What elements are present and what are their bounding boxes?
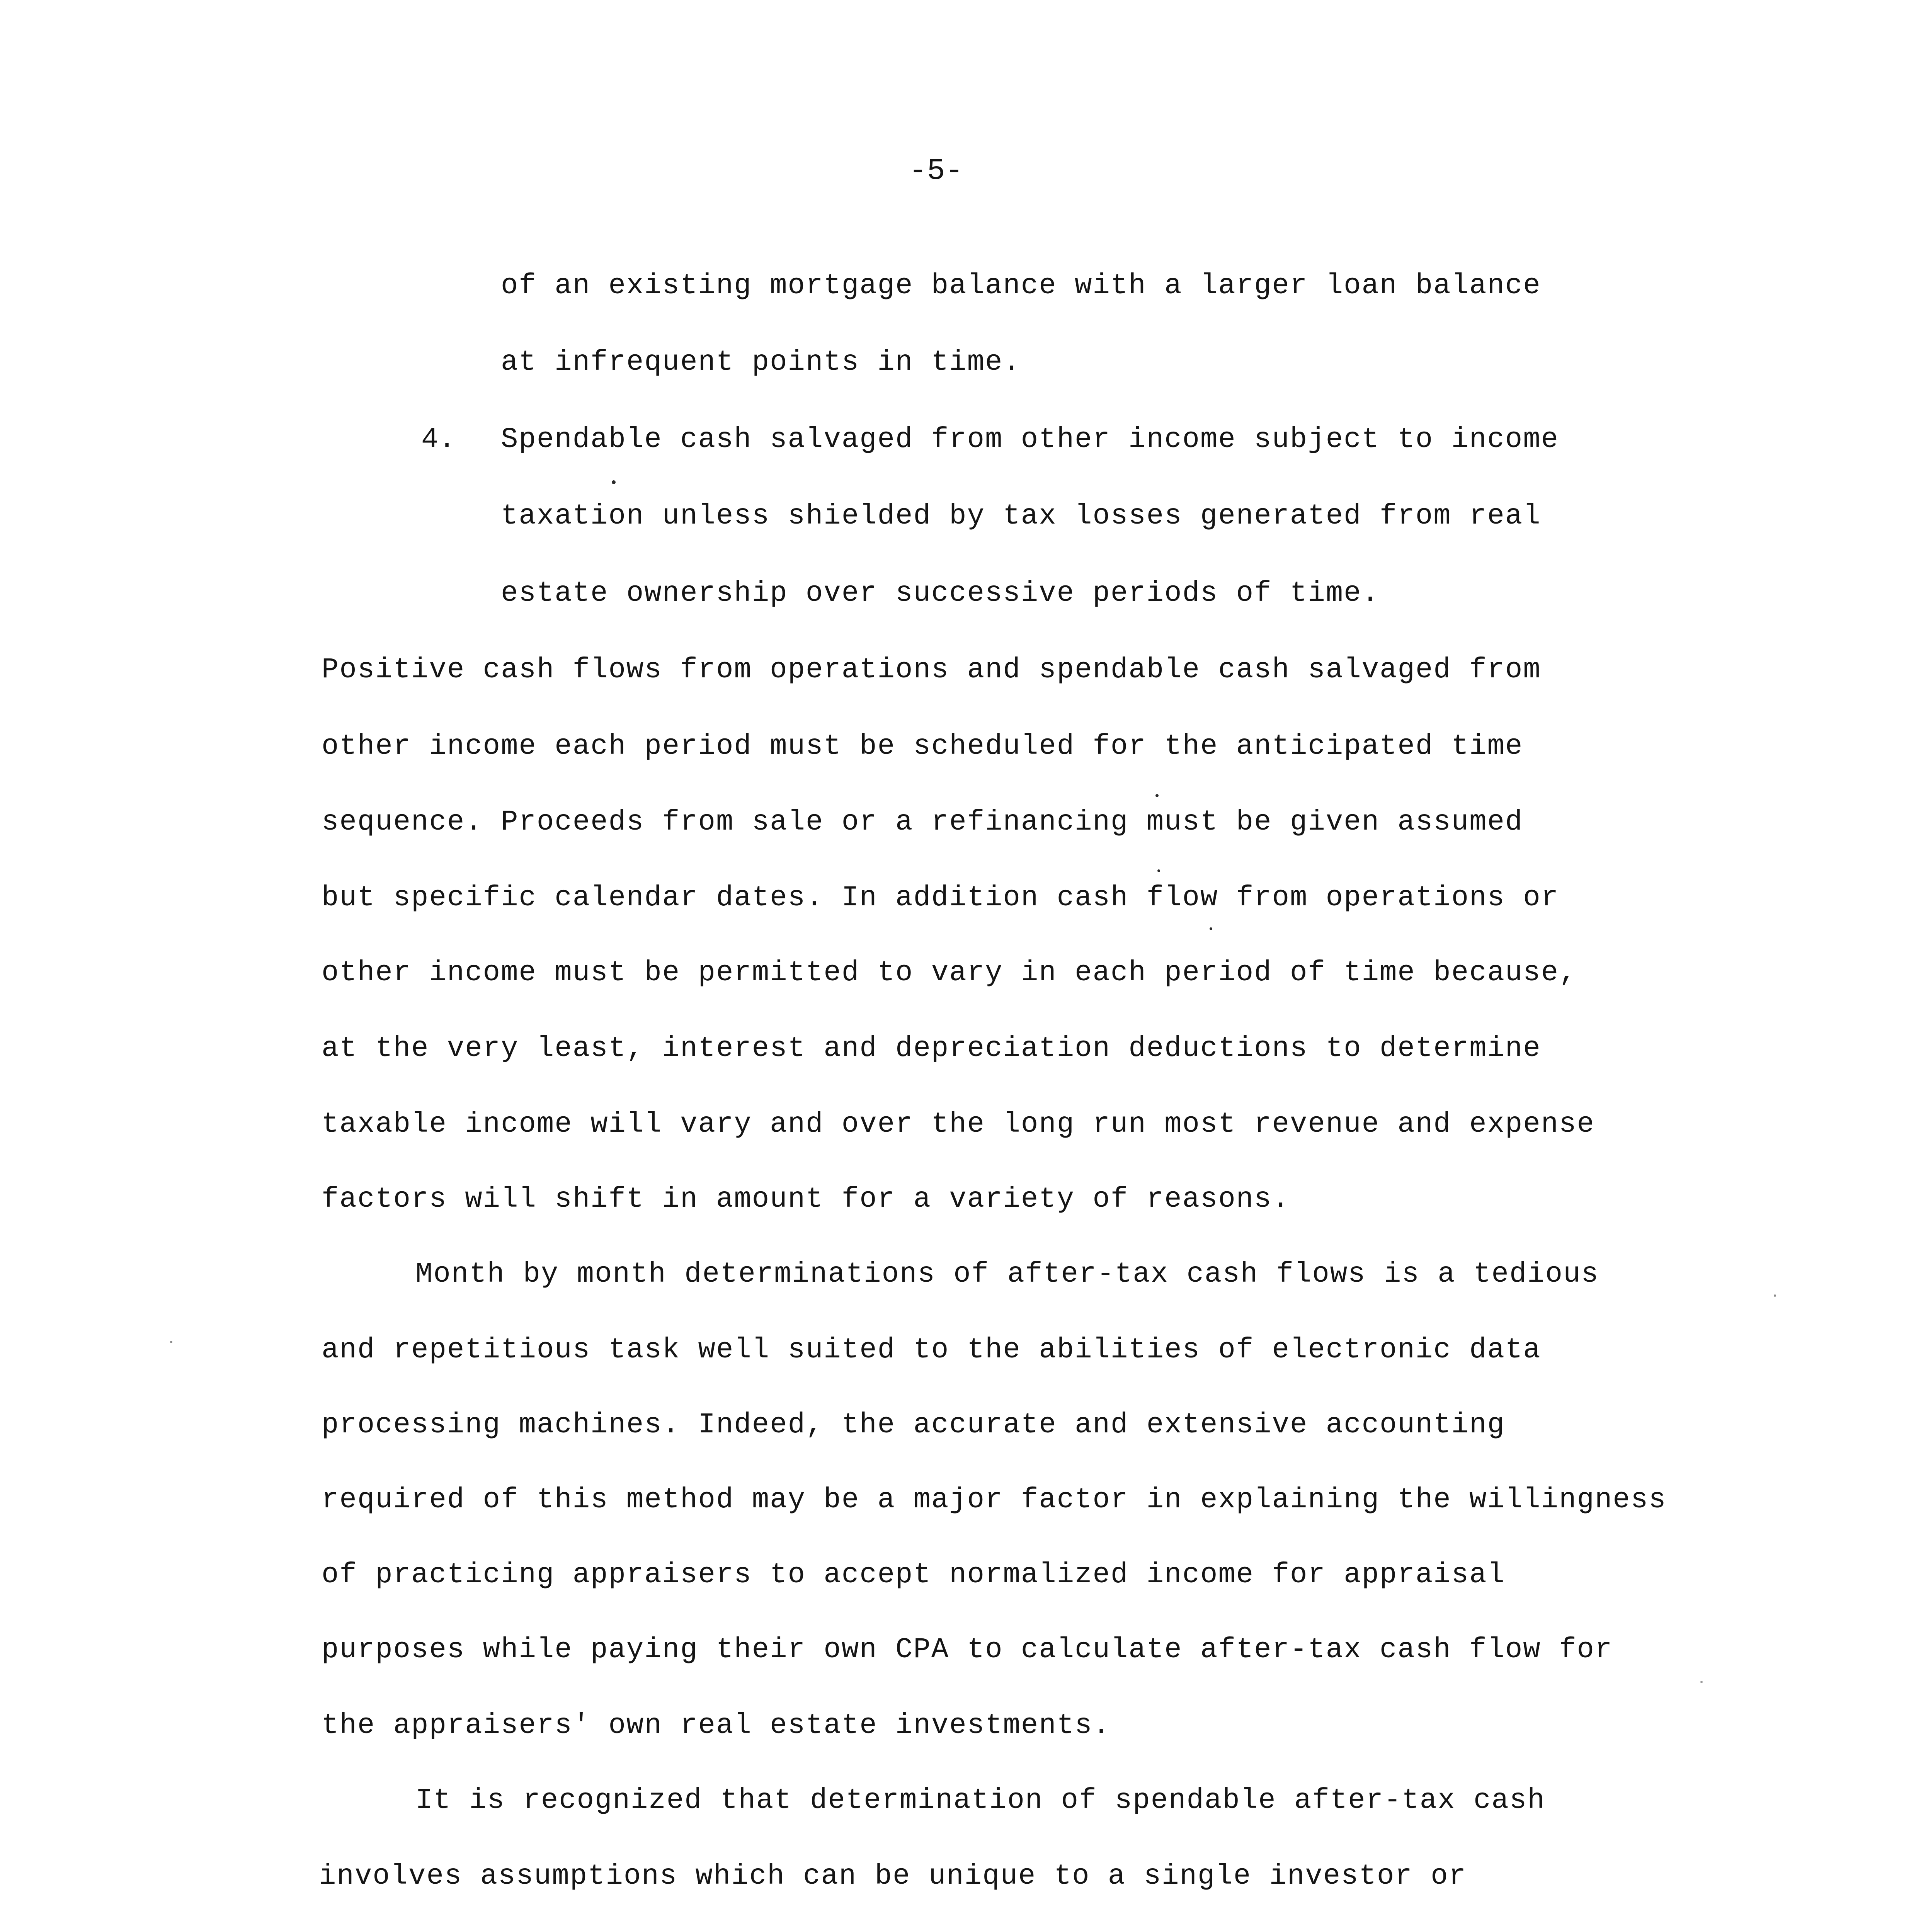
- text-line: of an existing mortgage balance with a larger loan balance: [501, 270, 1541, 302]
- text-line: but specific calendar dates. In addition cash flow from operations or: [322, 882, 1559, 914]
- text-line: other income must be permitted to vary in each period of time because,: [322, 957, 1577, 989]
- text-line: taxation unless shielded by tax losses generated from real: [501, 500, 1541, 532]
- text-line: involves assumptions which can be unique to a single investor or: [319, 1860, 1467, 1893]
- text-line: It is recognized that determination of spendable after-tax cash: [415, 1784, 1545, 1817]
- text-line: of practicing appraisers to accept normalized income for appraisal: [322, 1559, 1505, 1591]
- text-line: other income each period must be scheduled for the anticipated time: [322, 730, 1523, 763]
- scan-speck: [612, 480, 616, 484]
- text-line: required of this method may be a major factor in explaining the willingness: [322, 1484, 1667, 1516]
- text-line: Spendable cash salvaged from other income subject to income: [501, 423, 1559, 456]
- text-line: taxable income will vary and over the long run most revenue and expense: [322, 1108, 1595, 1141]
- scan-speck: [1155, 794, 1159, 797]
- text-line: and repetitious task well suited to the abilities of electronic data: [322, 1334, 1541, 1366]
- scan-speck: [1157, 869, 1160, 872]
- scan-speck: [1210, 927, 1212, 930]
- text-line: the appraisers' own real estate investments.: [322, 1709, 1111, 1742]
- text-line: processing machines. Indeed, the accurate and extensive accounting: [322, 1409, 1505, 1441]
- list-item-number: 4.: [421, 423, 456, 456]
- text-line: Month by month determinations of after-tax cash flows is a tedious: [415, 1258, 1599, 1291]
- text-line: purposes while paying their own CPA to calculate after-tax cash flow for: [322, 1634, 1613, 1666]
- scan-speck: [170, 1341, 172, 1343]
- text-line: sequence. Proceeds from sale or a refinancing must be given assumed: [322, 806, 1523, 838]
- scan-speck: [1774, 1294, 1776, 1297]
- text-line: Positive cash flows from operations and spendable cash salvaged from: [322, 654, 1541, 686]
- text-line: estate ownership over successive periods of time.: [501, 577, 1380, 610]
- text-line: at the very least, interest and depreciation deductions to determine: [322, 1032, 1541, 1065]
- text-line: factors will shift in amount for a variety of reasons.: [322, 1183, 1290, 1216]
- text-line: at infrequent points in time.: [501, 346, 1021, 379]
- page-number: -5-: [909, 154, 963, 188]
- scan-speck: [1700, 1681, 1703, 1683]
